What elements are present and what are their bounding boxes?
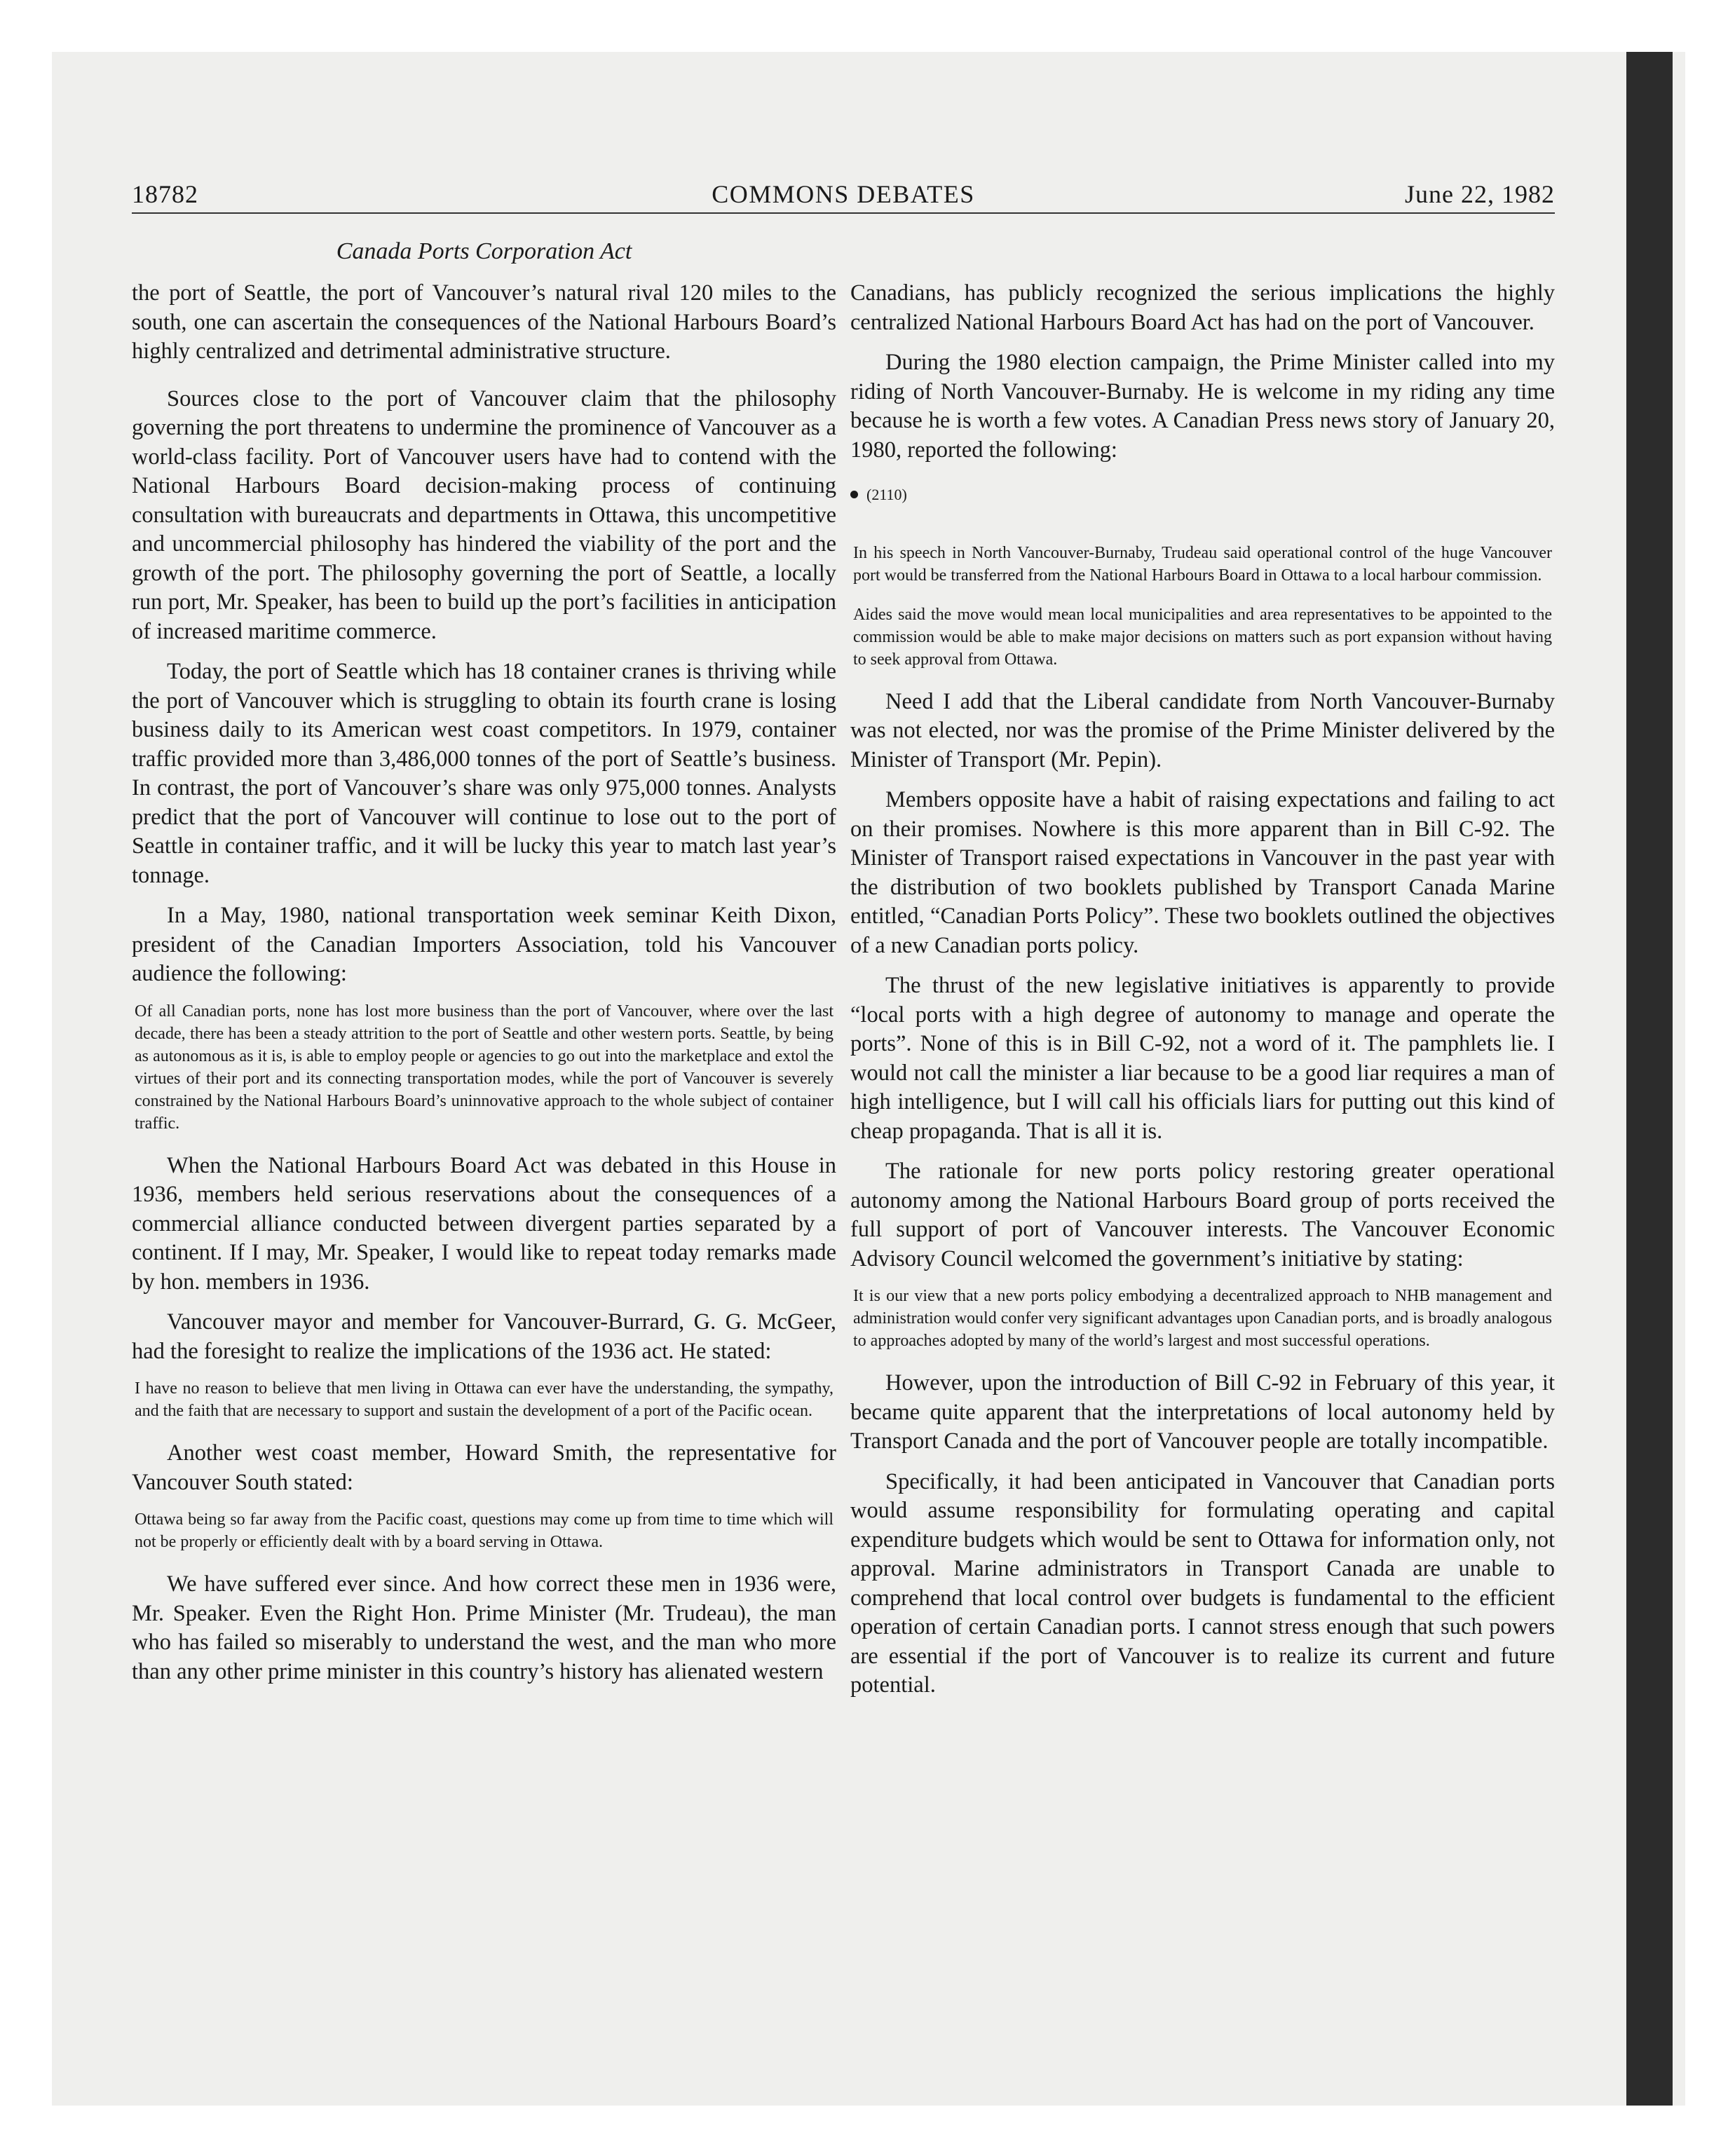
paragraph: Sources close to the port of Vancouver claim that the philosophy governing the port threatens to undermine the prominence of Vancouver as a world-class facility. Port of Vancouver users have had to contend with the National Harbours Board decision-making process of continuing consultation with bureaucrats and departments in Ottawa, this uncompetitive and uncommercial philosophy has hindered the viability of the port and the growth of the port. The philosophy governing the port of Seattle, a locally run port, Mr. Speaker, has been to build up the port’s facilities in anticipation of increased maritime commerce. [132, 386, 836, 644]
paragraph: Specifically, it had been anticipated in Vancouver that Canadian ports would assume responsibility for formulating operating and capital expenditure budgets which would be sent to Ottawa for information only, not approval. Marine administrators in Transport Canada are unable to comprehend that local control over budgets is fundamental to the efficient operation of certain Canadian ports. I cannot stress enough that such powers are essential if the port of Vancouver is to realize its current and future potential. [850, 1468, 1555, 1698]
block-quote: Ottawa being so far away from the Pacific coast, questions may come up from time to time which will not be properly or efficiently dealt with by a board serving in Ottawa. [135, 1510, 834, 1551]
bullet-icon [850, 491, 858, 498]
time-marker [850, 480, 1555, 510]
paragraph: Members opposite have a habit of raising expectations and failing to act on their promises. Nowhere is this more apparent than in Bill C-92. The Minister of Transport raised expectations in Vancouver in the past year with the distribution of two booklets published by Transport Canada Marine entitled, “Canadian Ports Policy”. These two booklets outlined the objectives of a new Canadian ports policy. [850, 787, 1555, 958]
page-number: 18782 [132, 180, 198, 208]
paragraph: The rationale for new ports policy restoring greater operational autonomy among the National Harbours Board group of ports received the full support of port of Vancouver interests. The Vancouver Economic Advisory Council welcomed the government’s initiative by stating: [850, 1159, 1555, 1271]
left-column [132, 279, 836, 1698]
publication-date: June 22, 1982 [1405, 180, 1555, 208]
paragraph: We have suffered ever since. And how correct these men in 1936 were, Mr. Speaker. Even the Right Hon. Prime Minister (Mr. Trudeau), the man who has failed so miserably to understand the west, and the man who more than any other prime minister in this country’s history has alienated western [132, 1571, 836, 1684]
right-column [850, 279, 1555, 1712]
paragraph: Need I add that the Liberal candidate from North Vancouver-Burnaby was not elected, nor was the promise of the Prime Minister delivered by the Minister of Transport (Mr. Pepin). [850, 688, 1555, 772]
block-quote: Aides said the move would mean local municipalities and area representatives to be appointed to the commission would be able to make major decisions on matters such as port expansion without having to seek approval from Ottawa. [853, 605, 1552, 669]
block-quote: Of all Canadian ports, none has lost more business than the port of Vancouver, where over the last decade, there has been a steady attrition to the port of Seattle and other western ports. Seattle, by being as autonomous as it is, is able to employ people or agencies to go out into the marketplace and extol the virtues of their port and its connecting transportation modes, while the port of Vancouver is severely constrained by the National Harbours Board’s uninnovative approach to the whole subject of container traffic. [135, 1002, 834, 1133]
paragraph: Canadians, has publicly recognized the serious implications the highly centralized National Harbours Board Act has had on the port of Vancouver. [850, 280, 1555, 335]
running-head: Canada Ports Corporation Act [336, 238, 632, 264]
block-quote: In his speech in North Vancouver-Burnaby, Trudeau said operational control of the huge Vancouver port would be transferred from the National Harbours Board in Ottawa to a local harbour commission. [853, 543, 1552, 585]
paragraph: When the National Harbours Board Act was debated in this House in 1936, members held serious reservations about the consequences of a commercial alliance conducted between divergent parties separated by a continent. If I may, Mr. Speaker, I would like to repeat today remarks made by hon. members in 1936. [132, 1152, 836, 1295]
block-quote: I have no reason to believe that men living in Ottawa can ever have the understanding, the sympathy, and the faith that are necessary to support and sustain the development of a port of the Pacific ocean. [135, 1379, 834, 1420]
block-quote: It is our view that a new ports policy embodying a decentralized approach to NHB management and administration would confer very significant advantages upon Canadian ports, and is broadly analogous to approaches adopted by many of the world’s largest and most successful operations. [853, 1287, 1552, 1350]
paragraph: The thrust of the new legislative initiatives is apparently to provide “local ports with a high degree of autonomy to manage and operate the ports”. None of this is in Bill C-92, not a word of it. The pamphlets lie. I would not call the minister a liar because to be a good liar requires a man of high intelligence, but I will call his officials liars for putting out this kind of cheap propaganda. That is all it is. [850, 973, 1555, 1144]
header-rule [132, 212, 1555, 214]
time-marker-label: (2110) [866, 486, 907, 503]
paragraph: Today, the port of Seattle which has 18 container cranes is thriving while the port of Vancouver which is struggling to obtain its fourth crane is losing business daily to its American west coast competitors. In 1979, container traffic provided more than 3,486,000 tonnes of the port of Seattle’s business. In contrast, the port of Vancouver’s share was only 975,000 tonnes. Analysts predict that the port of Vancouver will continue to lose out to the port of Seattle in container traffic, and it will be lucky this year to match last year’s tonnage. [132, 659, 836, 888]
paragraph: Vancouver mayor and member for Vancouver-Burrard, G. G. McGeer, had the foresight to realize the implications of the 1936 act. He stated: [132, 1309, 836, 1364]
paragraph: During the 1980 election campaign, the Prime Minister called into my riding of North Vancouver-Burnaby. He is welcome in my riding any time because he is worth a few votes. A Canadian Press news story of January 20, 1980, reported the following: [850, 350, 1555, 463]
paragraph: Another west coast member, Howard Smith, the representative for Vancouver South stated: [132, 1440, 836, 1495]
paragraph: In a May, 1980, national transportation week seminar Keith Dixon, president of the Canadian Importers Association, told his Vancouver audience the following: [132, 903, 836, 986]
publication-title: COMMONS DEBATES [712, 180, 975, 208]
paragraph: the port of Seattle, the port of Vancouver’s natural rival 120 miles to the south, one can ascertain the consequences of the National Harbours Board’s highly centralized and detrimental administrative structure. [132, 280, 836, 364]
scan-edge-shadow [1626, 52, 1673, 2106]
page-header [132, 179, 1555, 214]
paragraph: However, upon the introduction of Bill C-92 in February of this year, it became quite apparent that the interpretations of local autonomy held by Transport Canada and the port of Vancouver people are totally incompatible. [850, 1370, 1555, 1454]
